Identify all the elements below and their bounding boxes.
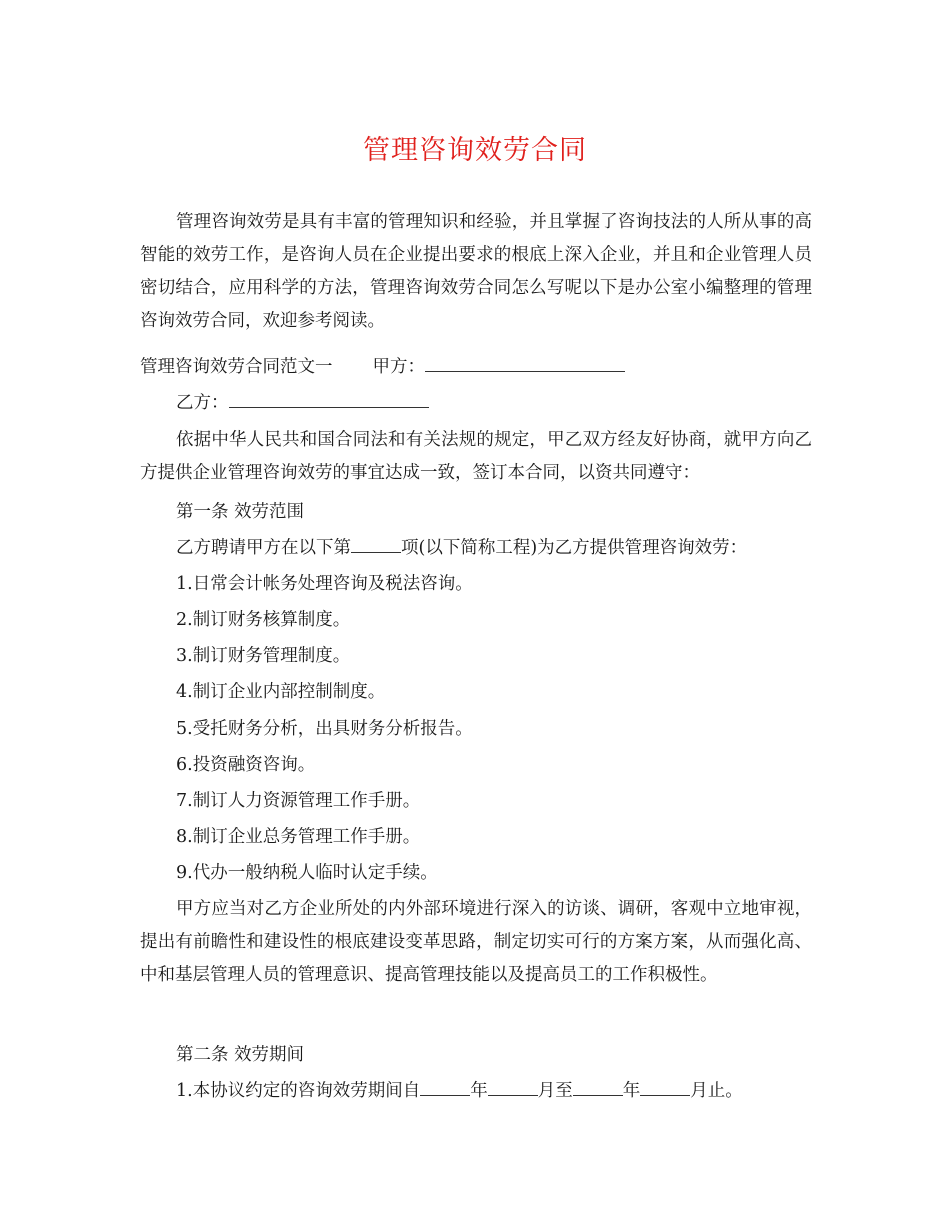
party-b-blank: [229, 389, 429, 408]
list-item: 7.制订人力资源管理工作手册。: [176, 791, 421, 811]
list-item: 1.日常会计帐务处理咨询及税法咨询。: [176, 574, 473, 594]
start-year-blank: [420, 1077, 470, 1096]
term-prefix: 1.本协议约定的咨询效劳期间自: [176, 1081, 421, 1101]
article1-intro-b: 项(以下简称工程)为乙方提供管理咨询效劳：: [401, 538, 748, 558]
list-item: 5.受托财务分析，出具财务分析报告。: [176, 719, 473, 739]
list-item: 6.投资融资咨询。: [176, 755, 316, 775]
party-a-label: 甲方：: [372, 357, 425, 377]
term-year1: 年: [470, 1081, 488, 1101]
party-b-label: 乙方：: [176, 393, 229, 413]
article2-item1: [176, 1075, 816, 1108]
party-a-blank: [425, 353, 625, 372]
list-item: 3.制订财务管理制度。: [176, 646, 351, 666]
start-month-blank: [488, 1077, 538, 1096]
article1-intro-a: 乙方聘请甲方在以下第: [176, 538, 351, 558]
document-title: 管理咨询效劳合同: [363, 135, 587, 166]
party-b-line: [176, 387, 816, 420]
list-item: 9.代办一般纳税人临时认定手续。: [176, 863, 438, 883]
item-number-blank: [351, 534, 401, 553]
term-month2: 月止。: [690, 1081, 743, 1101]
list-item: 8.制订企业总务管理工作手册。: [176, 827, 421, 847]
list-item: 2.制订财务核算制度。: [176, 610, 351, 630]
article1-body: 甲方应当对乙方企业所处的内外部环境进行深入的访谈、调研，客观中立地审视，提出有前瞻性和建设性的根底建设变革思路，制定切实可行的方案方案，从而强化高、中和基层管理人员的管理意识、提高管理技能以及提高员工的工作积极性。: [140, 899, 812, 985]
list-item: 4.制订企业内部控制制度。: [176, 682, 386, 702]
article1-intro: [176, 532, 816, 565]
end-year-blank: [573, 1077, 623, 1096]
sample-heading-line: [140, 351, 780, 384]
basis-paragraph: 依据中华人民共和国合同法和有关法规的规定，甲乙双方经友好协商，就甲方向乙方提供企业管理咨询效劳的事宜达成一致，签订本合同，以资共同遵守：: [140, 430, 812, 483]
intro-paragraph: 管理咨询效劳是具有丰富的管理知识和经验，并且掌握了咨询技法的人所从事的高智能的效劳工作，是咨询人员在企业提出要求的根底上深入企业，并且和企业管理人员密切结合，应用科学的方法，管理咨询效劳合同怎么写呢以下是办公室小编整理的管理咨询效劳合同，欢迎参考阅读。: [140, 212, 812, 331]
article2-heading: 第二条 效劳期间: [176, 1045, 305, 1065]
term-month1: 月至: [537, 1081, 573, 1101]
article1-heading: 第一条 效劳范围: [176, 502, 305, 522]
term-year2: 年: [622, 1081, 641, 1101]
sample-heading: 管理咨询效劳合同范文一: [140, 357, 333, 377]
end-month-blank: [640, 1077, 690, 1096]
